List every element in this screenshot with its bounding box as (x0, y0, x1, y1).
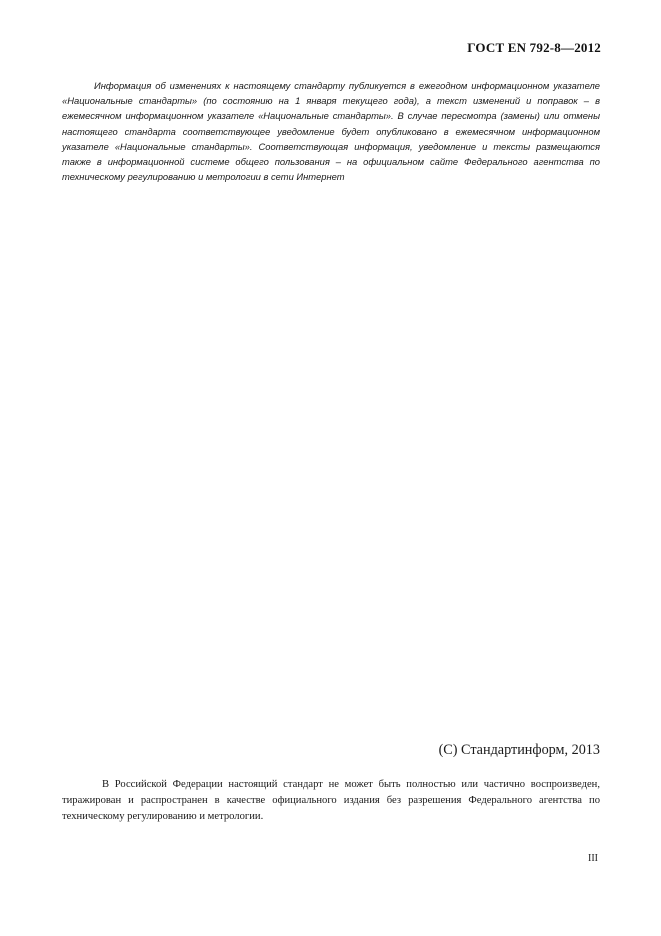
standard-code-header: ГОСТ EN 792-8—2012 (467, 40, 601, 55)
copyright-line: (С) Стандартинформ, 2013 (438, 742, 600, 758)
amendment-notice-paragraph: Информация об изменениях к настоящему стандарту публикуется в ежегодном информационном указателе «Национальные стандарты» (по состоянию на 1 января текущего года), а текст изменений и поправок – в ежемесячном информационном указателе «Национальные стандарты». В случае пересмотра (замены) или отмены настоящего стандарта соответствующее уведомление будет опубликовано в ежемесячном информационном указателе «Национальные стандарты». Соответствующая информация, уведомление и тексты размещаются также в информационной системе общего пользования – на официальном сайте Федерального агентства по техническому регулированию и метрологии в сети Интернет (62, 80, 600, 183)
reproduction-rights-paragraph: В Российской Федерации настоящий стандарт не может быть полностью или частично воспроизведен, тиражирован и распространен в качестве официального издания без разрешения Федерального агентства по техническому регулированию и метрологии. (62, 779, 600, 823)
page-number: III (588, 853, 598, 864)
